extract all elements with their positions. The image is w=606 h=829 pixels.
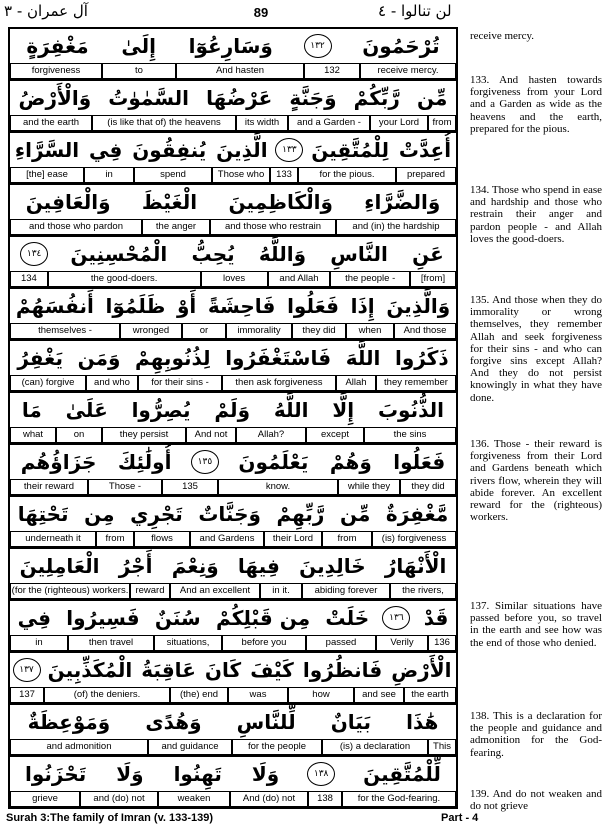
arabic-word: تَحْتِهَا bbox=[17, 502, 69, 526]
gloss-cell: in it. bbox=[260, 583, 302, 599]
arabic-word: هَٰذَا bbox=[406, 710, 439, 734]
gloss-cell: And hasten bbox=[176, 63, 304, 79]
translation-paragraph: 136. Those - their reward is forgiveness from their Lord and Gardens beneath which rivers flow, wherein they will abide forever. An excellent reward for the (righteous) workers. bbox=[470, 438, 602, 524]
arabic-word: وَلَا bbox=[251, 762, 280, 786]
arabic-word: رَّبِّكُمْ bbox=[353, 86, 400, 110]
gloss-cell: passed bbox=[306, 635, 376, 651]
english-gloss-line bbox=[8, 115, 458, 131]
gloss-cell: 137 bbox=[10, 687, 44, 703]
gloss-cell: and the earth bbox=[10, 115, 92, 131]
arabic-line bbox=[8, 287, 458, 323]
gloss-cell: weaken bbox=[158, 791, 230, 807]
arabic-word: مَا bbox=[21, 398, 42, 422]
verse-marker: ١٣٣ bbox=[275, 138, 303, 162]
arabic-word: أَنفُسَهُمْ bbox=[15, 294, 94, 318]
arabic-word: عَنِ bbox=[412, 242, 444, 266]
arabic-word: يَغْفِرُ bbox=[17, 346, 63, 370]
english-gloss-line bbox=[8, 427, 458, 443]
translation-paragraph: 138. This is a declaration for the people and guidance and admonition for the God-fearing. bbox=[470, 710, 602, 759]
arabic-word: الْأَرْضِ bbox=[391, 658, 452, 682]
arabic-word: الذُّنُوبَ bbox=[377, 398, 445, 422]
arabic-word: السَّمٰوٰتُ bbox=[108, 86, 190, 110]
arabic-word: وَلَا bbox=[116, 762, 144, 786]
gloss-cell: the rivers, bbox=[390, 583, 456, 599]
gloss-cell: loves bbox=[201, 271, 268, 287]
arabic-word: النَّاسِ bbox=[330, 242, 388, 266]
arabic-line bbox=[8, 599, 458, 635]
gloss-cell: receive mercy. bbox=[360, 63, 456, 79]
gloss-cell: for the God-fearing. bbox=[342, 791, 456, 807]
arabic-word: وَهُمْ bbox=[329, 450, 372, 474]
gloss-cell: their reward bbox=[10, 479, 88, 495]
english-gloss-line bbox=[8, 219, 458, 235]
arabic-word: اللَّهُ bbox=[273, 398, 309, 422]
gloss-cell: prepared bbox=[396, 167, 456, 183]
gloss-cell: the sins bbox=[364, 427, 456, 443]
english-gloss-line bbox=[8, 323, 458, 339]
arabic-word: قَدْ bbox=[423, 606, 449, 630]
arabic-word: الْمُحْسِنِينَ bbox=[70, 242, 168, 266]
gloss-cell: how bbox=[288, 687, 354, 703]
arabic-line bbox=[8, 755, 458, 791]
english-gloss-line bbox=[8, 791, 458, 807]
gloss-cell: they persist bbox=[102, 427, 186, 443]
gloss-cell: what bbox=[10, 427, 56, 443]
gloss-cell: 138 bbox=[308, 791, 342, 807]
arabic-word: لِّلنَّاسِ bbox=[236, 710, 296, 734]
gloss-cell: And (do) not bbox=[230, 791, 308, 807]
gloss-cell: from bbox=[322, 531, 372, 547]
english-gloss-line bbox=[8, 531, 458, 547]
arabic-word: يُحِبُّ bbox=[191, 242, 235, 266]
gloss-cell: for the people bbox=[232, 739, 322, 755]
arabic-word: أُعِدَّتْ bbox=[398, 138, 452, 162]
gloss-cell: for their sins - bbox=[138, 375, 222, 391]
gloss-cell: its width bbox=[236, 115, 288, 131]
translation-paragraph: 134. Those who spend in ease and hardship and those who restrain their anger and pardon people - and Allah loves the good-doers. bbox=[470, 184, 602, 245]
arabic-line bbox=[8, 183, 458, 219]
gloss-cell: to bbox=[102, 63, 176, 79]
translation-paragraph: 135. And those when they do immorality or wrong themselves, they remember Allah and seek forgiveness for their sins - and who can forgive sins except Allah? And they do not persist knowingly in what they have done. bbox=[470, 294, 602, 404]
arabic-line bbox=[8, 339, 458, 375]
gloss-cell: in bbox=[10, 635, 68, 651]
gloss-cell: (the) end bbox=[170, 687, 228, 703]
arabic-word: يُصِرُّوا bbox=[131, 398, 191, 422]
arabic-line bbox=[8, 79, 458, 115]
arabic-word: وَالَّذِينَ bbox=[386, 294, 451, 318]
gloss-cell: then travel bbox=[68, 635, 154, 651]
arabic-word: كَانَ bbox=[204, 658, 242, 682]
gloss-cell: and admonition bbox=[10, 739, 148, 755]
gloss-cell: while they bbox=[338, 479, 400, 495]
translation-paragraph: 137. Similar situations have passed before you, so travel in the earth and see how was the end of those who denied. bbox=[470, 600, 602, 649]
gloss-cell: (is) a declaration bbox=[322, 739, 428, 755]
gloss-cell: the earth bbox=[404, 687, 456, 703]
arabic-word: تُرْحَمُونَ bbox=[362, 34, 440, 58]
arabic-word: فَعَلُوا bbox=[393, 450, 446, 474]
arabic-word: تَجْرِي bbox=[130, 502, 183, 526]
arabic-line bbox=[8, 547, 458, 583]
gloss-cell: your Lord bbox=[370, 115, 428, 131]
gloss-cell: 136 bbox=[428, 635, 456, 651]
gloss-cell: they remember bbox=[376, 375, 456, 391]
arabic-word: بَيَانٌ bbox=[330, 710, 371, 734]
page-header bbox=[0, 0, 606, 26]
gloss-cell: for the pious. bbox=[298, 167, 396, 183]
gloss-cell: And an excellent bbox=[170, 583, 260, 599]
verse-marker: ١٣٢ bbox=[304, 34, 332, 58]
arabic-word: عَاقِبَةُ bbox=[141, 658, 196, 682]
gloss-cell: 132 bbox=[304, 63, 360, 79]
arabic-word: ذَكَرُوا bbox=[395, 346, 449, 370]
verse-marker: ١٣٨ bbox=[307, 762, 335, 786]
gloss-cell: the anger bbox=[142, 219, 210, 235]
gloss-cell: know. bbox=[218, 479, 338, 495]
english-gloss-line bbox=[8, 271, 458, 287]
gloss-cell: (can) forgive bbox=[10, 375, 86, 391]
gloss-cell: And not bbox=[186, 427, 236, 443]
arabic-word: أَجْرُ bbox=[118, 554, 153, 578]
arabic-word: فَاحِشَةً bbox=[207, 294, 276, 318]
arabic-word: وَمَوْعِظَةٌ bbox=[27, 710, 111, 734]
arabic-word: وَالضَّرَّاءِ bbox=[364, 190, 441, 214]
arabic-word: رَّبِّهِمْ bbox=[276, 502, 325, 526]
gloss-cell: immorality bbox=[226, 323, 292, 339]
english-gloss-line bbox=[8, 479, 458, 495]
arabic-word: ظَلَمُوٓا bbox=[105, 294, 166, 318]
arabic-word: الْغَيْظَ bbox=[141, 190, 198, 214]
arabic-word: عَرْضُهَا bbox=[206, 86, 273, 110]
arabic-word: أَوْ bbox=[176, 294, 197, 318]
gloss-cell: And those bbox=[394, 323, 456, 339]
gloss-cell: 133 bbox=[270, 167, 298, 183]
arabic-word: فَعَلُوا bbox=[287, 294, 340, 318]
gloss-cell: and guidance bbox=[148, 739, 232, 755]
gloss-cell: Allah bbox=[336, 375, 376, 391]
gloss-cell: then ask forgiveness bbox=[222, 375, 336, 391]
arabic-word: وَالْعَافِينَ bbox=[25, 190, 111, 214]
arabic-line bbox=[8, 391, 458, 427]
gloss-cell: grieve bbox=[10, 791, 80, 807]
gloss-cell: was bbox=[228, 687, 288, 703]
gloss-cell: and Allah bbox=[268, 271, 331, 287]
gloss-cell: 134 bbox=[10, 271, 48, 287]
gloss-cell: and (in) the hardship bbox=[336, 219, 456, 235]
arabic-word: مِن bbox=[84, 502, 115, 526]
arabic-word: وَهُدًى bbox=[145, 710, 202, 734]
arabic-word: مِّن bbox=[339, 502, 371, 526]
footer-surah: Surah 3:The family of Imran (v. 133-139) bbox=[6, 812, 214, 824]
arabic-word: تَهِنُوا bbox=[173, 762, 222, 786]
word-by-word-grid bbox=[8, 27, 458, 809]
gloss-cell: wronged bbox=[120, 323, 182, 339]
arabic-word: إِلَىٰ bbox=[121, 34, 156, 58]
gloss-cell: and see bbox=[354, 687, 404, 703]
arabic-word: وَلَمْ bbox=[214, 398, 250, 422]
arabic-word: مَغْفِرَةٍ bbox=[26, 34, 89, 58]
arabic-word: وَاللَّهُ bbox=[258, 242, 306, 266]
arabic-word: وَالْأَرْضُ bbox=[18, 86, 92, 110]
arabic-word: لِّلْمُتَّقِينَ bbox=[363, 762, 441, 786]
gloss-cell: on bbox=[56, 427, 102, 443]
arabic-word: يَعْلَمُونَ bbox=[238, 450, 309, 474]
gloss-cell: and who bbox=[86, 375, 138, 391]
arabic-word: الْمُكَذِّبِينَ bbox=[47, 658, 133, 682]
arabic-word: تَحْزَنُوا bbox=[24, 762, 87, 786]
arabic-word: كَيْفَ bbox=[250, 658, 294, 682]
english-gloss-line bbox=[8, 583, 458, 599]
gloss-cell: [from] bbox=[410, 271, 456, 287]
arabic-word: جَزَاؤُهُم bbox=[20, 450, 97, 474]
verse-marker: ١٣٤ bbox=[20, 242, 48, 266]
arabic-word: وَمَن bbox=[77, 346, 121, 370]
arabic-line bbox=[8, 235, 458, 271]
english-gloss-line bbox=[8, 167, 458, 183]
gloss-cell: and those who restrain bbox=[210, 219, 336, 235]
translation-paragraph: 133. And hasten towards forgiveness from your Lord and a Garden as wide as the heavens and the earth, prepared for the pious. bbox=[470, 74, 602, 135]
gloss-cell: underneath it bbox=[10, 531, 96, 547]
gloss-cell: (of) the deniers. bbox=[44, 687, 170, 703]
gloss-cell: and a Garden - bbox=[288, 115, 370, 131]
gloss-cell: 135 bbox=[162, 479, 218, 495]
gloss-cell: from bbox=[428, 115, 456, 131]
arabic-word: فَانظُرُوا bbox=[302, 658, 383, 682]
gloss-cell: and those who pardon bbox=[10, 219, 142, 235]
arabic-word: وَجَنَّةٍ bbox=[289, 86, 337, 110]
gloss-cell: (for the (righteous) workers. bbox=[10, 583, 130, 599]
arabic-word: وَجَنَّاتٌ bbox=[198, 502, 261, 526]
arabic-line bbox=[8, 495, 458, 531]
arabic-line bbox=[8, 443, 458, 479]
gloss-cell: abiding forever bbox=[302, 583, 390, 599]
arabic-word: فِيهَا bbox=[237, 554, 280, 578]
arabic-line bbox=[8, 703, 458, 739]
gloss-cell: situations, bbox=[154, 635, 222, 651]
gloss-cell: (is) forgiveness bbox=[372, 531, 456, 547]
translation-paragraph: 139. And do not weaken and do not grieve bbox=[470, 788, 602, 813]
gloss-cell: Those - bbox=[88, 479, 162, 495]
gloss-cell: (is like that of) the heavens bbox=[92, 115, 236, 131]
arabic-word: فَسِيرُوا bbox=[66, 606, 140, 630]
arabic-word: خَلَتْ bbox=[325, 606, 370, 630]
gloss-cell: except bbox=[306, 427, 364, 443]
gloss-cell: [the] ease bbox=[10, 167, 84, 183]
english-gloss-line bbox=[8, 635, 458, 651]
english-gloss-line bbox=[8, 375, 458, 391]
arabic-word: الْعَامِلِينَ bbox=[19, 554, 100, 578]
gloss-cell: their Lord bbox=[264, 531, 322, 547]
gloss-cell: when bbox=[346, 323, 394, 339]
surah-title: آل عمران - ٣ bbox=[4, 2, 88, 20]
arabic-word: فَاسْتَغْفَرُوا bbox=[225, 346, 332, 370]
arabic-word: وَالْكَاظِمِينَ bbox=[228, 190, 333, 214]
gloss-cell: Verily bbox=[376, 635, 428, 651]
gloss-cell: they did bbox=[292, 323, 346, 339]
arabic-line bbox=[8, 131, 458, 167]
arabic-word: الَّذِينَ bbox=[216, 138, 268, 162]
gloss-cell: the people - bbox=[330, 271, 410, 287]
gloss-cell: in bbox=[84, 167, 134, 183]
gloss-cell: or bbox=[182, 323, 226, 339]
arabic-word: خَالِدِينَ bbox=[299, 554, 366, 578]
arabic-word: لِذُنُوبِهِمْ bbox=[135, 346, 211, 370]
english-gloss-line bbox=[8, 687, 458, 703]
gloss-cell: Those who bbox=[212, 167, 270, 183]
arabic-word: أُولَٰئِكَ bbox=[117, 450, 172, 474]
arabic-word: وَسَارِعُوٓا bbox=[188, 34, 273, 58]
verse-marker: ١٣٧ bbox=[13, 658, 41, 682]
gloss-cell: they did bbox=[400, 479, 456, 495]
verse-marker: ١٣٥ bbox=[191, 450, 219, 474]
gloss-cell: spend bbox=[134, 167, 212, 183]
verse-marker: ١٣٦ bbox=[382, 606, 410, 630]
gloss-cell: forgiveness bbox=[10, 63, 102, 79]
arabic-word: الْأَنْهَارُ bbox=[384, 554, 447, 578]
grid-bottom-border bbox=[8, 807, 458, 809]
gloss-cell: and (do) not bbox=[80, 791, 158, 807]
gloss-cell: the good-doers. bbox=[48, 271, 201, 287]
arabic-word: مِن قَبْلِكُمْ bbox=[216, 606, 311, 630]
arabic-word: لِلْمُتَّقِينَ bbox=[311, 138, 390, 162]
arabic-word: يُنفِقُونَ bbox=[132, 138, 207, 162]
page-number: 89 bbox=[253, 5, 269, 20]
gloss-cell: from bbox=[96, 531, 134, 547]
english-gloss-line bbox=[8, 63, 458, 79]
arabic-word: وَنِعْمَ bbox=[171, 554, 219, 578]
gloss-cell: themselves - bbox=[10, 323, 120, 339]
english-gloss-line bbox=[8, 739, 458, 755]
arabic-word: عَلَىٰ bbox=[65, 398, 108, 422]
arabic-word: اللَّهَ bbox=[345, 346, 381, 370]
arabic-word: مِّن bbox=[417, 86, 448, 110]
gloss-cell: This bbox=[428, 739, 456, 755]
arabic-word: السَّرَّاءِ bbox=[14, 138, 80, 162]
gloss-cell: flows bbox=[134, 531, 190, 547]
arabic-word: فِي bbox=[17, 606, 51, 630]
arabic-line bbox=[8, 27, 458, 63]
gloss-cell: Allah? bbox=[236, 427, 306, 443]
arabic-word: إِذَا bbox=[350, 294, 375, 318]
translation-paragraph: receive mercy. bbox=[470, 30, 535, 42]
arabic-word: فِي bbox=[89, 138, 123, 162]
gloss-cell: before you bbox=[222, 635, 306, 651]
footer-part: Part - 4 bbox=[441, 812, 479, 824]
arabic-word: مَّغْفِرَةٌ bbox=[385, 502, 449, 526]
gloss-cell: and Gardens bbox=[190, 531, 264, 547]
gloss-cell: reward bbox=[130, 583, 170, 599]
arabic-word: إِلَّا bbox=[332, 398, 355, 422]
juz-title: لن تنالوا - ٤ bbox=[378, 2, 452, 20]
arabic-line bbox=[8, 651, 458, 687]
arabic-word: سُنَنٌ bbox=[154, 606, 201, 630]
